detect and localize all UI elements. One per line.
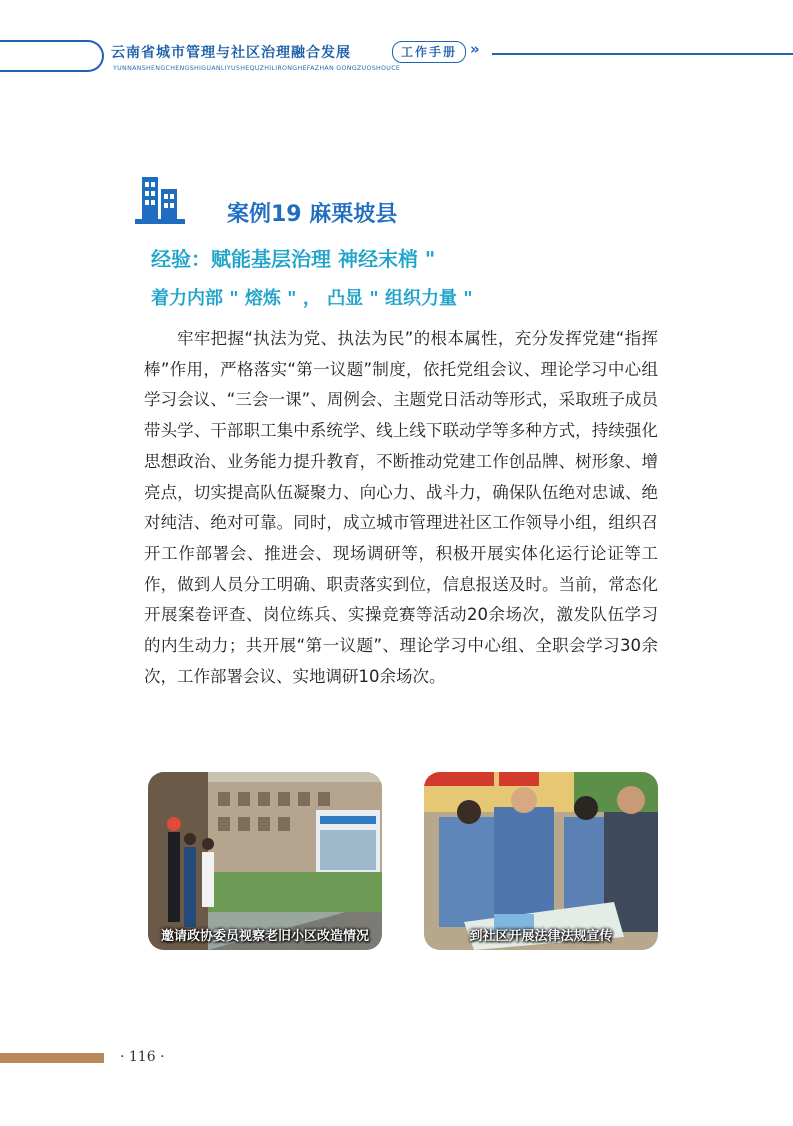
double-chevron-icon: » — [470, 40, 480, 58]
header-title: 云南省城市管理与社区治理融合发展 — [111, 45, 351, 61]
case-subtitle-experience: 经验：赋能基层治理 神经末梢 " — [151, 247, 436, 271]
photo-legal-publicity — [424, 772, 658, 950]
building-icon — [135, 177, 185, 225]
page-number: · 116 · — [120, 1049, 165, 1065]
photo-inspection — [148, 772, 382, 950]
header-frame — [0, 40, 104, 72]
case-title: 案例19 麻栗坡县 — [227, 202, 398, 227]
photo-caption: 到社区开展法律法规宣传 — [469, 929, 613, 944]
body-paragraph: 牢牢把握“执法为党、执法为民”的根本属性，充分发挥党建“指挥棒”作用，严格落实“第一议题”制度，依托党组会议、理论学习中心组学习会议、“三会一课”、周例会、主题党日活动等形式，采取班子成员带头学、干部职工集中系统学、线上线下联动学等多种方式，持续强化思想政治、业务能力提升教育，不断推动党建工作创品牌、树形象、增亮点，切实提高队伍凝聚力、向心力、战斗力，确保队伍绝对忠诚、绝对纯洁、绝对可靠。同时，成立城市管理进社区工作领导小组，组织召开工作部署会、推进会、现场调研等，积极开展实体化运行论证等工作，做到人员分工明确、职责落实到位，信息报送及时。当前，常态化开展案卷评查、岗位练兵、实操竞赛等活动20余场次，激发队伍学习的内生动力；共开展“第一议题”、理论学习中心组、全职会学习30余次，工作部署会议、实地调研10余场次。 — [144, 329, 658, 686]
header-divider — [492, 53, 793, 55]
header-subtitle: YUNNANSHENGCHENGSHIGUANLIYUSHEQUZHILIRONGHEFAZHAN GONGZUOSHOUCE — [113, 65, 401, 72]
header-badge: 工作手册 — [392, 41, 466, 63]
footer-bar — [0, 1053, 104, 1063]
photo-caption: 邀请政协委员视察老旧小区改造情况 — [160, 929, 369, 944]
case-subtitle-focus: 着力内部 " 熔炼 " ， 凸显 " 组织力量 " — [151, 288, 473, 309]
